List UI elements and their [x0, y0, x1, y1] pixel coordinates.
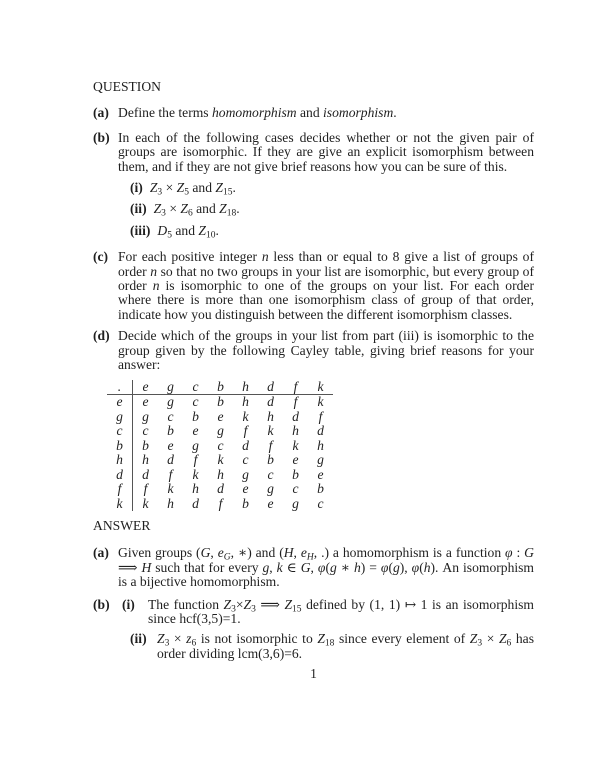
- text-segment: 15: [222, 187, 233, 198]
- text-segment: ×: [482, 631, 499, 647]
- page-number: 1: [310, 666, 317, 681]
- cayley-cell: e: [267, 495, 274, 511]
- cayley-cell: g: [242, 466, 249, 482]
- cayley-header-cell: g: [158, 380, 183, 395]
- text-segment: n: [261, 249, 269, 265]
- cayley-cell: g: [217, 423, 224, 438]
- text-segment: φ: [505, 545, 513, 561]
- cayley-row-label: e: [107, 395, 133, 410]
- cayley-row-label: h: [107, 453, 133, 468]
- text-segment: G: [223, 552, 231, 563]
- cayley-cell: e: [192, 423, 199, 438]
- text-segment: ,: [269, 559, 277, 575]
- text-segment: ). An isomorphism is a bijective homomorphism.: [118, 559, 535, 590]
- part-c-label: (c): [93, 249, 109, 265]
- text-segment: e: [300, 545, 307, 561]
- text-segment: H: [306, 552, 314, 563]
- cayley-cell: g: [292, 495, 299, 511]
- cayley-cell: k: [317, 394, 324, 409]
- cayley-cell: k: [167, 481, 174, 496]
- question-part-c: [93, 250, 534, 322]
- cayley-cell: c: [142, 423, 149, 438]
- text-segment: G: [524, 545, 534, 561]
- cayley-cell: b: [217, 394, 224, 409]
- part-b-label: (b): [93, 129, 110, 145]
- text-segment: H: [141, 559, 152, 575]
- text-segment: (: [419, 559, 424, 575]
- part-b-ii-label: (ii): [130, 201, 147, 217]
- cayley-cell: e: [142, 394, 149, 409]
- exam-document: [93, 80, 534, 661]
- cayley-cell: f: [268, 437, 273, 453]
- text-segment: 5: [184, 187, 189, 198]
- text-segment: 6: [506, 638, 512, 649]
- cayley-cell: k: [217, 452, 224, 467]
- cayley-row-label: d: [107, 468, 133, 483]
- text-segment: Z: [215, 180, 223, 196]
- cayley-cell: b: [167, 423, 174, 438]
- cayley-cell: c: [167, 408, 174, 424]
- text-segment: Z: [176, 180, 185, 196]
- text-segment: Z: [317, 631, 325, 647]
- cayley-cell: b: [142, 437, 149, 453]
- cayley-cell: h: [317, 437, 324, 453]
- cayley-cell: h: [142, 452, 149, 467]
- text-segment: ×: [235, 596, 244, 612]
- text-segment: g: [329, 559, 337, 575]
- answer-b-i-text: [148, 597, 534, 626]
- text-segment: and: [296, 105, 324, 121]
- text-segment: .: [232, 180, 236, 196]
- cayley-row: [107, 439, 333, 454]
- cayley-header-cell: b: [208, 380, 233, 395]
- text-segment: H: [283, 545, 294, 561]
- cayley-cell: f: [143, 481, 148, 496]
- cayley-cell: h: [167, 495, 174, 511]
- cayley-cell: c: [192, 394, 199, 409]
- cayley-cell: g: [192, 437, 199, 453]
- answer-b-ii-text: [157, 631, 534, 660]
- cayley-header-cell: d: [258, 380, 283, 395]
- text-segment: ×: [162, 180, 177, 196]
- text-segment: 18: [324, 638, 335, 649]
- cayley-cell: g: [317, 452, 324, 467]
- cayley-cell: f: [218, 495, 223, 511]
- cayley-cell: k: [192, 466, 199, 482]
- text-segment: g: [392, 559, 400, 575]
- part-d-text: [118, 328, 534, 372]
- text-segment: and: [171, 222, 199, 238]
- question-heading: QUESTION: [93, 79, 161, 94]
- cayley-row: [107, 468, 333, 483]
- text-segment: Define the terms: [118, 105, 212, 121]
- answer-b-ii-label: (ii): [130, 631, 147, 647]
- text-segment: Z: [284, 596, 293, 612]
- cayley-cell: b: [317, 481, 324, 496]
- cayley-row: [107, 482, 333, 497]
- cayley-cell: k: [242, 408, 249, 424]
- text-segment: is isomorphic to one of the groups on your list. For each order where there is more than one isomorphism class of group of that order, indicate how you distinguish between the different isomorphism classes.: [118, 278, 534, 322]
- answer-b-i-label: (i): [122, 596, 135, 612]
- text-segment: .: [393, 105, 397, 121]
- cayley-cell: d: [317, 423, 324, 438]
- text-segment: , .) a homomorphism is a function: [313, 545, 506, 561]
- cayley-row: [107, 410, 333, 425]
- text-segment: isomorphism: [323, 105, 394, 121]
- cayley-cell: e: [242, 481, 249, 496]
- cayley-cell: d: [267, 394, 274, 409]
- text-segment: so that no two groups in your list are isomorphic, but every group of order: [118, 263, 534, 294]
- cayley-cell: g: [142, 408, 149, 424]
- cayley-cell: h: [267, 408, 274, 424]
- text-segment: ) =: [360, 559, 381, 575]
- text-segment: Z: [149, 180, 158, 196]
- text-segment: z: [186, 631, 192, 647]
- text-segment: 6: [187, 208, 193, 219]
- cayley-cell: k: [142, 495, 149, 511]
- cayley-cell: k: [267, 423, 274, 438]
- cayley-row: [107, 453, 333, 468]
- text-segment: Z: [223, 596, 232, 612]
- text-segment: n: [152, 278, 160, 294]
- cayley-cell: d: [192, 495, 199, 511]
- cayley-header-cell: f: [283, 380, 308, 395]
- text-segment: defined by (1, 1) ↦ 1 is an isomorphism since hcf(3,5)=1.: [148, 596, 534, 627]
- text-segment: In each of the following cases decides whether or not the given pair of groups are isomorphic. If they are give an explicit isomorphism between them, and if they are not give brief reasons how you can be sure of this.: [118, 129, 534, 174]
- text-segment: D: [157, 222, 168, 238]
- answer-heading: ANSWER: [93, 518, 151, 533]
- answer-part-b-i: [93, 598, 534, 627]
- text-segment: has order dividing lcm(3,6)=6.: [157, 631, 535, 661]
- text-segment: Z: [219, 201, 227, 217]
- text-segment: h: [353, 559, 361, 575]
- text-segment: Z: [180, 201, 188, 217]
- cayley-cell: c: [292, 481, 299, 496]
- text-segment: h: [423, 559, 431, 575]
- text-segment: Z: [153, 201, 162, 217]
- text-segment: and: [188, 180, 216, 196]
- text-segment: Given groups (: [118, 545, 201, 561]
- text-segment: 3: [164, 638, 170, 649]
- cayley-cell: f: [293, 394, 298, 409]
- part-b-i-label: (i): [130, 180, 143, 196]
- cayley-operation-cell: .: [107, 380, 133, 395]
- cayley-row-label: f: [107, 482, 133, 497]
- question-part-d: [93, 329, 534, 372]
- part-a-text: [118, 105, 397, 120]
- text-segment: 3: [161, 208, 166, 219]
- cayley-cell: b: [242, 495, 249, 511]
- cayley-row-label: g: [107, 410, 133, 425]
- text-segment: G: [200, 545, 211, 561]
- cayley-table: [107, 380, 333, 512]
- text-segment: ×: [165, 201, 181, 217]
- part-b-i-text: [149, 180, 236, 198]
- text-segment: 15: [292, 604, 302, 614]
- text-segment: Z: [157, 631, 165, 647]
- part-c-text: [118, 249, 534, 322]
- text-segment: :: [512, 545, 525, 561]
- text-segment: 3: [157, 187, 163, 198]
- text-segment: (: [388, 559, 393, 575]
- text-segment: such that for every: [151, 559, 263, 575]
- text-segment: n: [150, 263, 158, 279]
- text-segment: Z: [198, 222, 206, 238]
- answer-a-label: (a): [93, 545, 109, 561]
- text-segment: ∈: [282, 559, 301, 575]
- cayley-row-label: c: [107, 424, 133, 439]
- text-segment: ,: [293, 545, 301, 561]
- cayley-row-label: b: [107, 439, 133, 454]
- text-segment: 3: [251, 604, 256, 614]
- part-d-label: (d): [93, 328, 110, 344]
- cayley-cell: k: [292, 437, 299, 453]
- cayley-cell: f: [318, 408, 323, 424]
- cayley-header-row: [107, 380, 333, 395]
- text-segment: For each positive integer: [118, 249, 262, 265]
- text-segment: .: [236, 201, 240, 217]
- cayley-cell: h: [192, 481, 199, 496]
- question-part-b-i: [93, 180, 534, 198]
- text-segment: Z: [498, 631, 507, 647]
- cayley-cell: g: [267, 481, 274, 496]
- part-b-iii-text: [157, 222, 219, 241]
- cayley-header-cell: h: [233, 380, 258, 395]
- cayley-cell: e: [292, 452, 299, 467]
- answer-b-label: (b): [93, 596, 110, 612]
- cayley-row-label: k: [107, 497, 133, 512]
- cayley-row: [107, 424, 333, 439]
- part-b-ii-text: [153, 201, 240, 219]
- cayley-cell: d: [292, 408, 299, 424]
- cayley-cell: e: [317, 466, 324, 482]
- text-segment: 3: [231, 604, 236, 614]
- text-segment: is not isomorphic to: [196, 631, 318, 647]
- text-segment: Decide which of the groups in your list from part (iii) is isomorphic to the group given by the following Cayley table, giving brief reasons for your answer:: [118, 328, 534, 373]
- text-segment: 5: [167, 230, 172, 241]
- cayley-cell: g: [167, 394, 174, 409]
- text-segment: 3: [477, 638, 483, 649]
- cayley-cell: d: [167, 452, 174, 467]
- cayley-header-cell: c: [183, 380, 208, 395]
- text-segment: 18: [226, 208, 237, 219]
- text-segment: ×: [169, 631, 187, 647]
- cayley-cell: e: [167, 437, 174, 453]
- text-segment: 10: [205, 230, 216, 241]
- text-segment: G: [300, 559, 311, 575]
- cayley-row: [107, 497, 333, 512]
- text-segment: .: [215, 222, 219, 238]
- text-segment: since every element of: [334, 631, 470, 647]
- cayley-cell: c: [217, 437, 224, 453]
- text-segment: Z: [469, 631, 478, 647]
- cayley-cell: f: [193, 452, 198, 467]
- part-b-iii-label: (iii): [130, 222, 151, 238]
- cayley-cell: c: [317, 495, 324, 511]
- text-segment: φ: [411, 559, 420, 575]
- cayley-cell: b: [267, 452, 274, 467]
- cayley-cell: c: [267, 466, 274, 482]
- cayley-row: [107, 395, 333, 410]
- text-segment: homomorphism: [212, 105, 297, 121]
- cayley-cell: d: [242, 437, 249, 453]
- question-part-a: [93, 106, 534, 120]
- text-segment: 6: [191, 638, 197, 649]
- text-segment: ),: [399, 559, 412, 575]
- text-segment: ⟹: [255, 596, 285, 612]
- cayley-cell: h: [242, 394, 249, 409]
- cayley-cell: f: [243, 423, 248, 438]
- cayley-header-cell: e: [133, 380, 159, 395]
- part-a-label: (a): [93, 105, 109, 121]
- text-segment: k: [276, 559, 283, 575]
- text-segment: e: [217, 545, 224, 561]
- text-segment: The function: [148, 596, 224, 612]
- answer-part-b-ii: [93, 632, 534, 661]
- text-segment: Z: [243, 596, 252, 612]
- part-b-text: [118, 130, 534, 174]
- cayley-cell: d: [217, 481, 224, 496]
- text-segment: ,: [310, 559, 318, 575]
- cayley-cell: b: [192, 408, 199, 424]
- text-segment: ⟹: [118, 559, 142, 575]
- text-segment: φ: [317, 559, 326, 575]
- text-segment: ∗: [336, 559, 354, 575]
- text-segment: (: [325, 559, 330, 575]
- answer-a-text: [118, 545, 534, 589]
- text-segment: ,: [210, 545, 218, 561]
- text-segment: less than or equal to 8 give a list of groups of order: [118, 249, 534, 279]
- cayley-cell: e: [217, 408, 224, 424]
- text-segment: φ: [380, 559, 389, 575]
- question-part-b-iii: [93, 222, 534, 241]
- text-segment: and: [192, 201, 220, 217]
- question-part-b: [93, 131, 534, 174]
- cayley-cell: b: [292, 466, 299, 482]
- cayley-cell: h: [217, 466, 224, 482]
- text-segment: , ∗) and (: [230, 545, 284, 561]
- cayley-cell: h: [292, 423, 299, 438]
- cayley-cell: c: [242, 452, 249, 467]
- cayley-cell: f: [168, 466, 173, 482]
- question-part-b-ii: [93, 201, 534, 219]
- cayley-cell: d: [142, 466, 149, 482]
- text-segment: g: [262, 559, 270, 575]
- cayley-header-cell: k: [308, 380, 333, 395]
- answer-part-a: [93, 546, 534, 589]
